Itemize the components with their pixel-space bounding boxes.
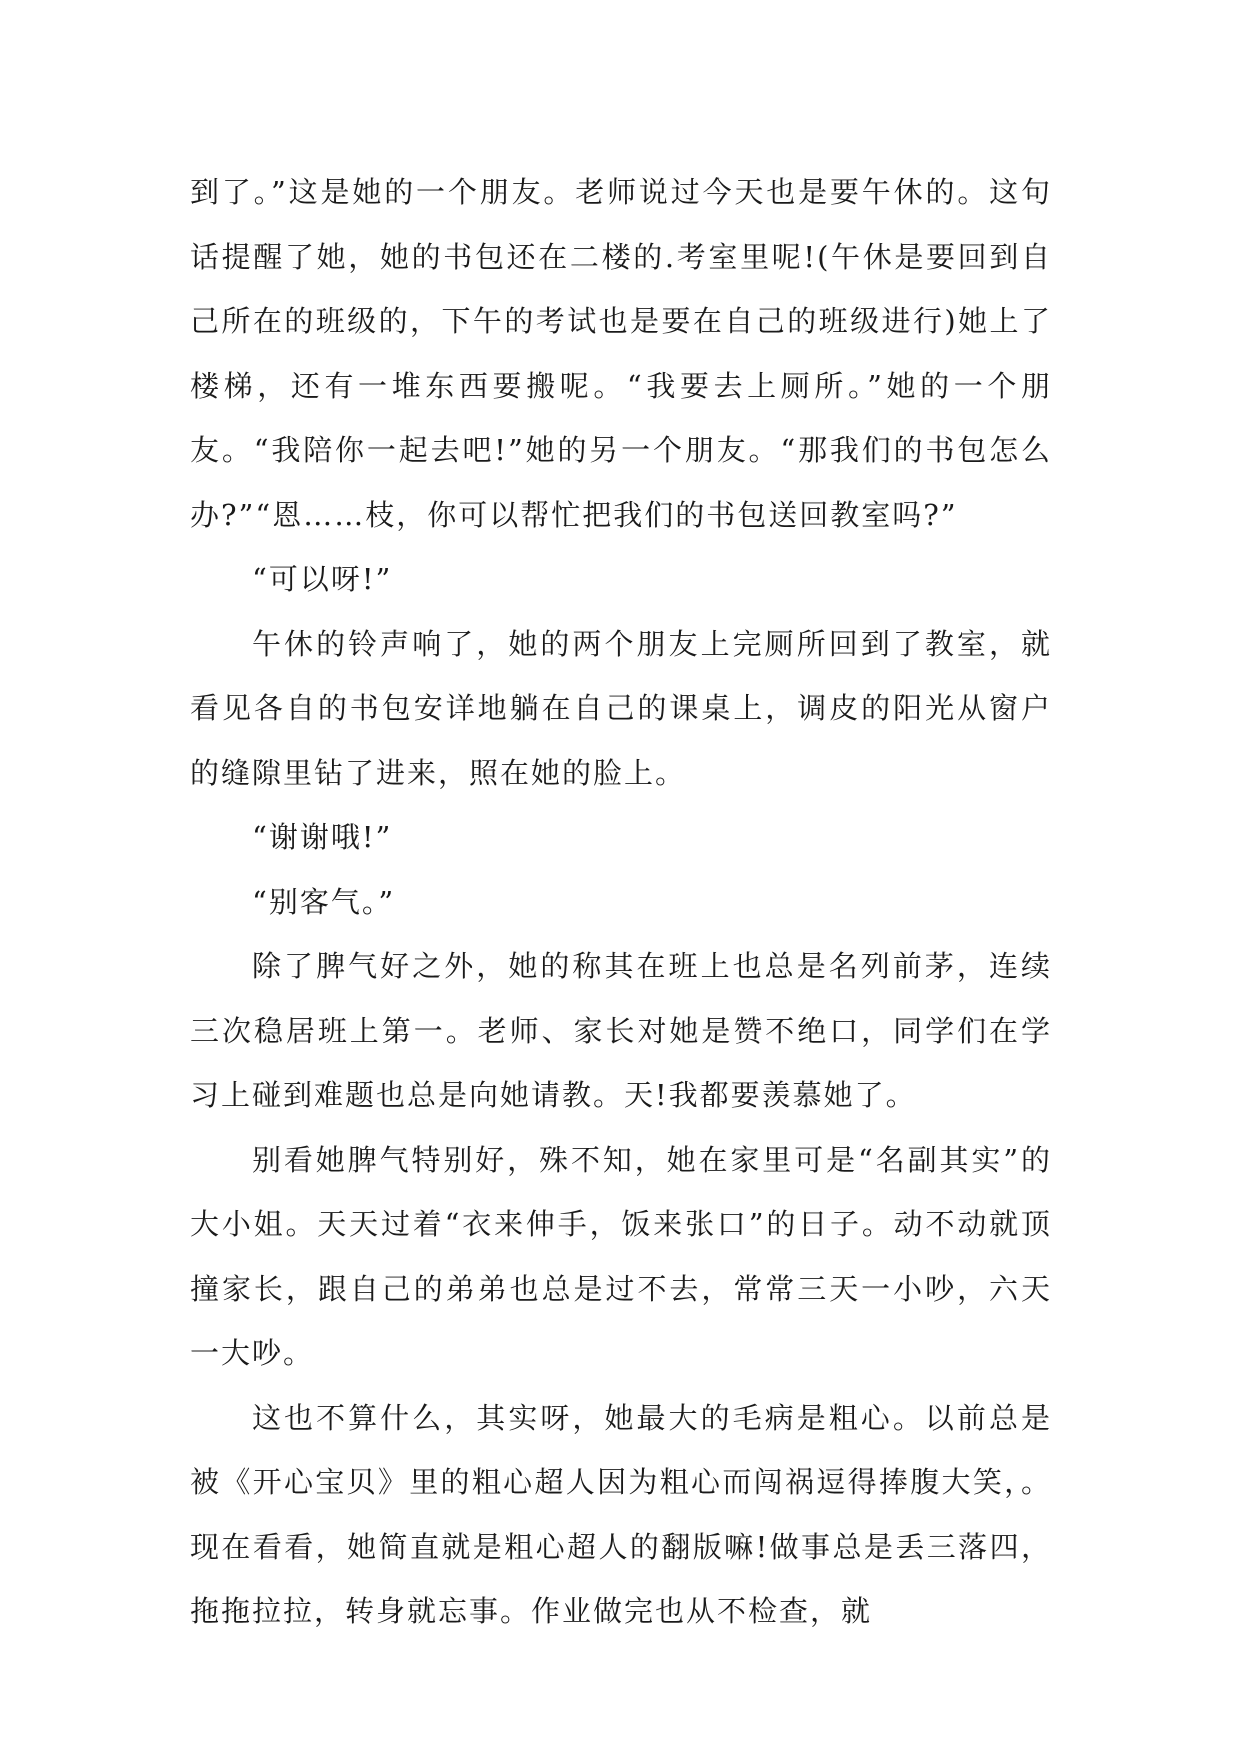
- document-body: [190, 160, 1052, 1644]
- paragraph: 到了。”这是她的一个朋友。老师说过今天也是要午休的。这句话提醒了她，她的书包还在二楼的.考室里呢!(午休是要回到自己所在的班级的，下午的考试也是要在自己的班级进行)她上了楼梯，还有一堆东西要搬呢。“我要去上厕所。”她的一个朋友。“我陪你一起去吧!”她的另一个朋友。“那我们的书包怎么办?”“恩……枝，你可以帮忙把我们的书包送回教室吗?”: [190, 175, 1052, 532]
- paragraph: “可以呀!”: [252, 562, 393, 596]
- paragraph: 午休的铃声响了，她的两个朋友上完厕所回到了教室，就看见各自的书包安详地躺在自己的课桌上，调皮的阳光从窗户的缝隙里钻了进来，照在她的脸上。: [190, 626, 1052, 790]
- paragraph: “谢谢哦!”: [252, 820, 393, 854]
- paragraph: 这也不算什么，其实呀，她最大的毛病是粗心。以前总是被《开心宝贝》里的粗心超人因为粗心而闯祸逗得捧腹大笑，。现在看看，她简直就是粗心超人的翻版嘛!做事总是丢三落四，拖拖拉拉，转身就忘事。作业做完也从不检查，就: [190, 1400, 1052, 1628]
- paragraph: 除了脾气好之外，她的称其在班上也总是名列前茅，连续三次稳居班上第一。老师、家长对她是赞不绝口，同学们在学习上碰到难题也总是向她请教。天!我都要羡慕她了。: [190, 949, 1052, 1112]
- paragraph: 别看她脾气特别好，殊不知，她在家里可是“名副其实”的大小姐。天天过着“衣来伸手，饭来张口”的日子。动不动就顶撞家长，跟自己的弟弟也总是过不去，常常三天一小吵，六天一大吵。: [190, 1142, 1052, 1370]
- paragraph: “别客气。”: [252, 884, 396, 919]
